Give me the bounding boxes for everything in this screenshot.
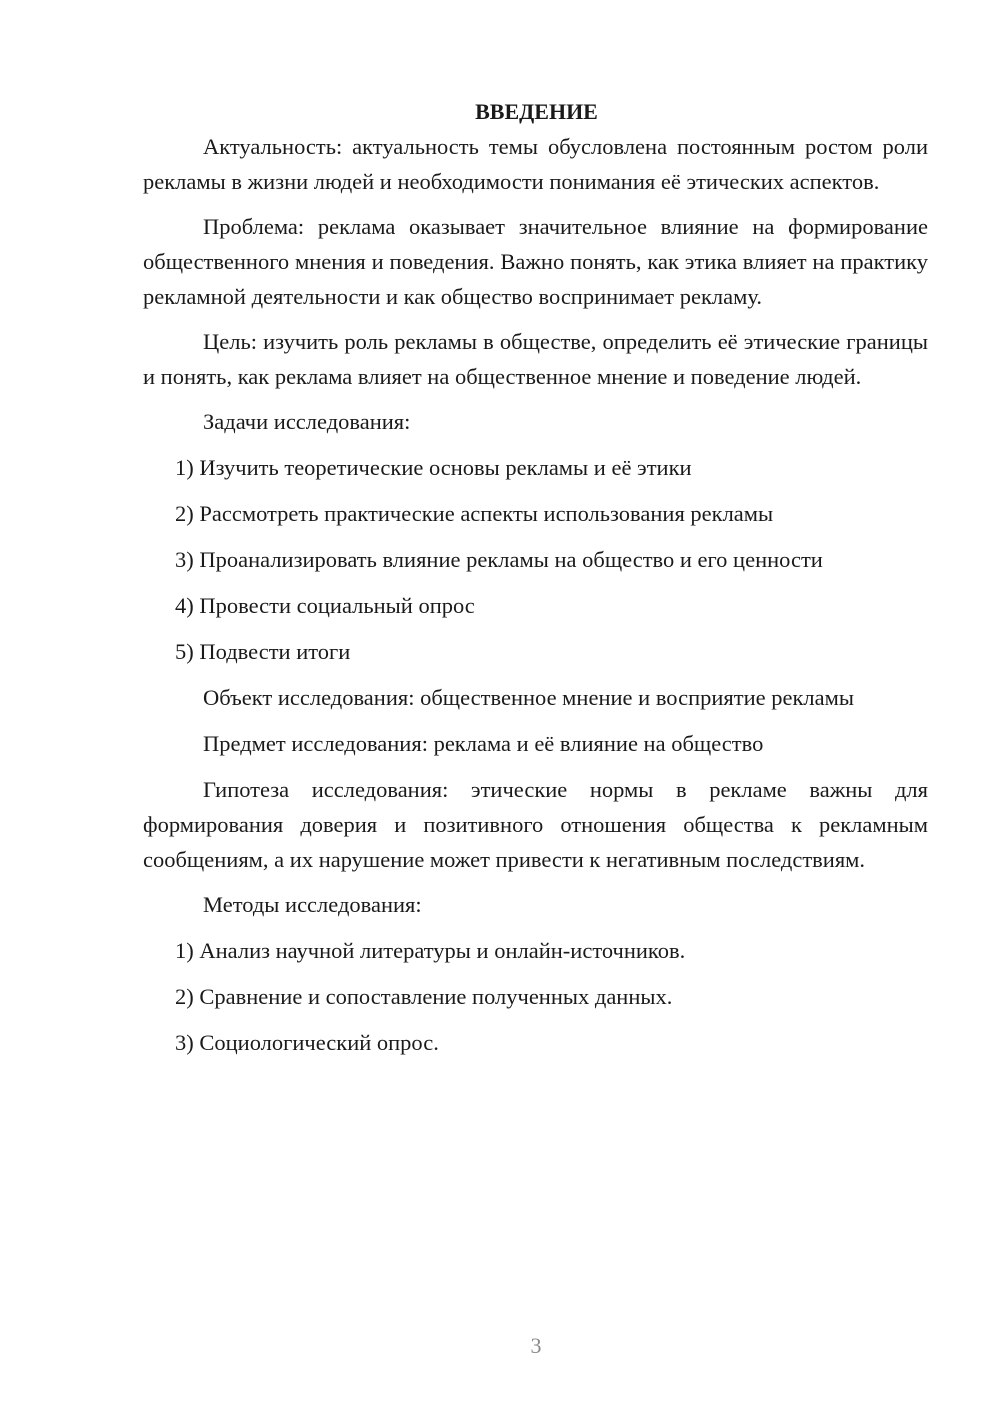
goal-paragraph: Цель: изучить роль рекламы в обществе, определить её этические границы и понять, как реклама влияет на общественное мнение и поведение людей. xyxy=(143,329,928,389)
task-item-4: 4) Провести социальный опрос xyxy=(175,593,475,618)
task-item-5: 5) Подвести итоги xyxy=(175,639,351,664)
methods-list xyxy=(143,933,928,1060)
object-paragraph: Объект исследования: общественное мнение и восприятие рекламы xyxy=(203,685,854,710)
hypothesis-paragraph: Гипотеза исследования: этические нормы в рекламе важны для формирования доверия и позитивного отношения общества к рекламным сообщениям, а их нарушение может привести к негативным последствиям. xyxy=(143,777,928,872)
task-item-2: 2) Рассмотреть практические аспекты использования рекламы xyxy=(175,501,774,526)
method-item-1: 1) Анализ научной литературы и онлайн-источников. xyxy=(175,938,686,963)
relevance-paragraph: Актуальность: актуальность темы обусловлена постоянным ростом роли рекламы в жизни людей и необходимости понимания её этических аспектов. xyxy=(143,134,928,194)
tasks-list xyxy=(143,450,928,669)
page-title: ВВЕДЕНИЕ xyxy=(475,99,598,124)
document-body xyxy=(143,94,928,1060)
task-item-1: 1) Изучить теоретические основы рекламы и её этики xyxy=(175,455,692,480)
page-number: 3 xyxy=(530,1333,542,1358)
subject-paragraph: Предмет исследования: реклама и её влияние на общество xyxy=(203,731,764,756)
task-item-3: 3) Проанализировать влияние рекламы на общество и его ценности xyxy=(175,547,823,572)
method-item-2: 2) Сравнение и сопоставление полученных данных. xyxy=(175,984,673,1009)
methods-heading: Методы исследования: xyxy=(203,892,422,917)
method-item-3: 3) Социологический опрос. xyxy=(175,1030,439,1055)
tasks-heading: Задачи исследования: xyxy=(203,409,411,434)
problem-paragraph: Проблема: реклама оказывает значительное влияние на формирование общественного мнения и поведения. Важно понять, как этика влияет на практику рекламной деятельности и как общество воспринимает рекламу. xyxy=(143,214,928,309)
